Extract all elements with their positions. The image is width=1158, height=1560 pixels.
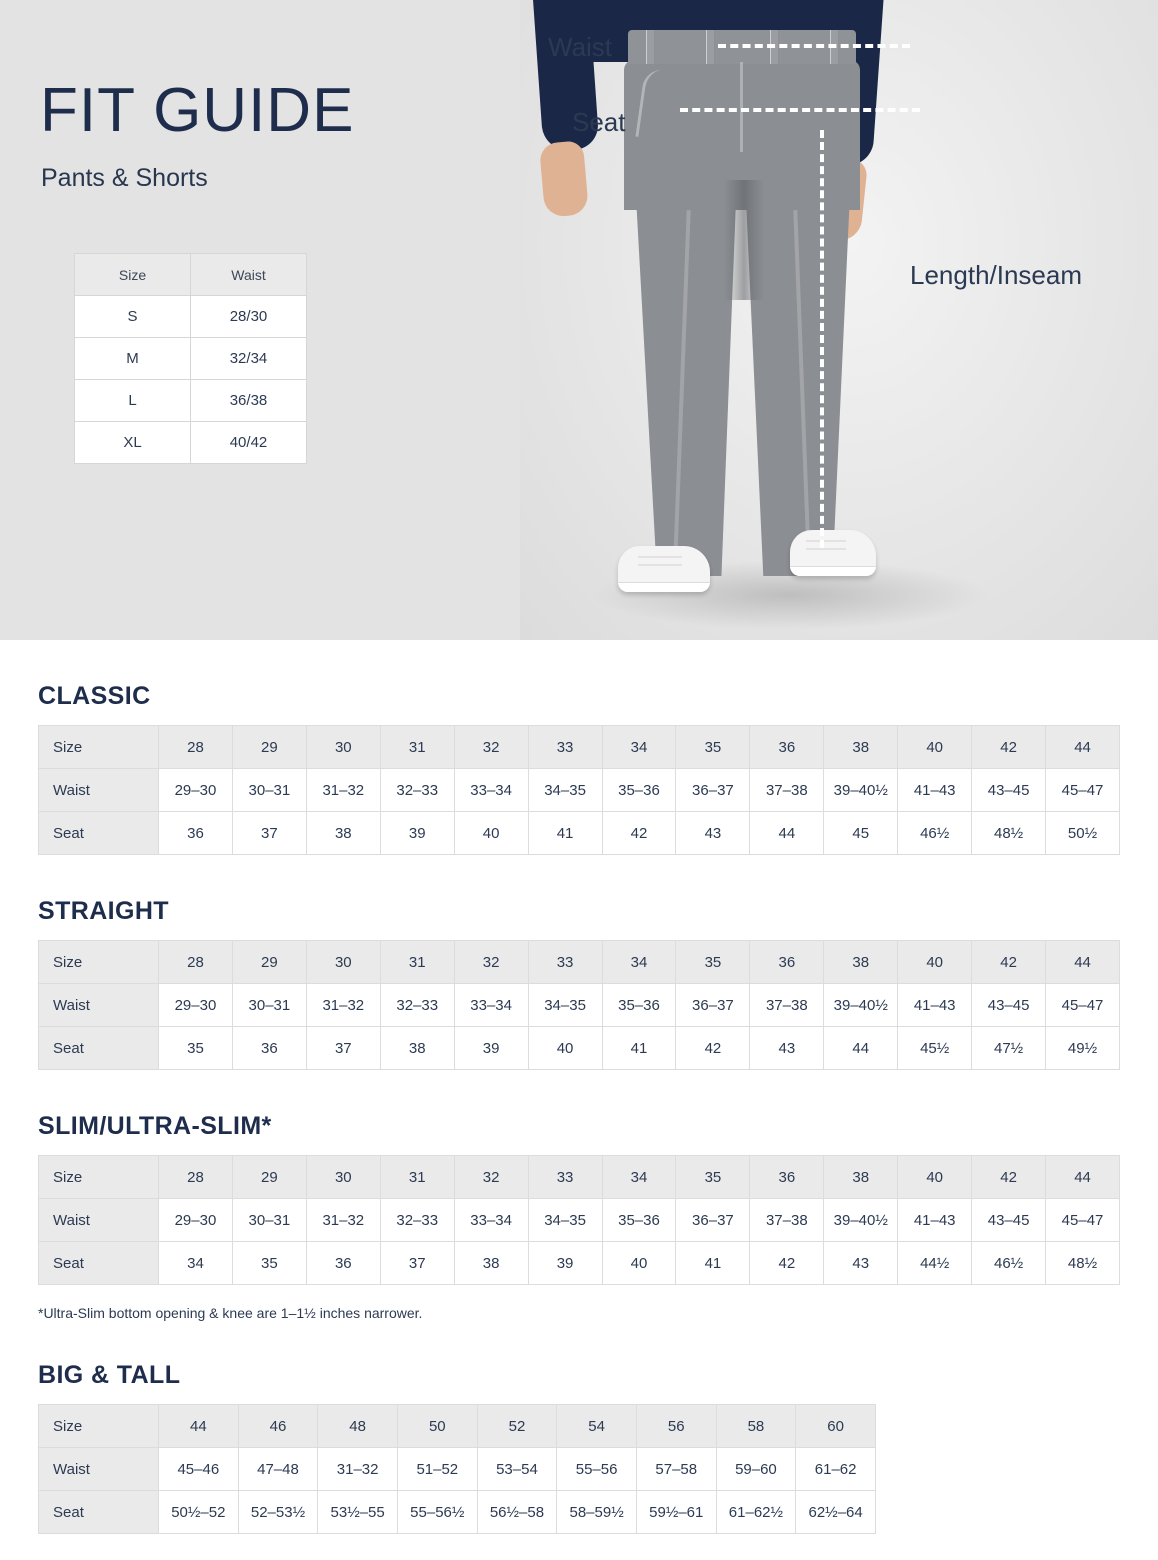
section-title-straight: STRAIGHT xyxy=(38,897,169,925)
row-header-seat: Seat xyxy=(39,812,159,855)
inseam-measure-line xyxy=(820,130,824,548)
pants-fly xyxy=(740,62,743,152)
column-header-38: 38 xyxy=(824,1156,898,1199)
classic-fit-table xyxy=(38,725,1120,855)
row-header-seat: Seat xyxy=(39,1491,159,1534)
cell-waist: 33–34 xyxy=(454,984,528,1027)
model-photo xyxy=(520,0,1158,640)
sneaker-sole-left xyxy=(618,582,710,592)
column-header-34: 34 xyxy=(602,1156,676,1199)
table-row-waist xyxy=(39,769,1120,812)
section-big-tall xyxy=(0,1361,1158,1560)
column-header-size: Size xyxy=(39,1156,159,1199)
table-row xyxy=(75,422,307,464)
cell-seat: 48½ xyxy=(1046,1242,1120,1285)
cell-waist: 30–31 xyxy=(232,984,306,1027)
cell-seat: 61–62½ xyxy=(716,1491,796,1534)
table-row-waist xyxy=(39,1199,1120,1242)
row-header-waist: Waist xyxy=(39,1199,159,1242)
cell-waist: 57–58 xyxy=(636,1448,716,1491)
cell-seat: 38 xyxy=(380,1027,454,1070)
column-header-size: Size xyxy=(39,941,159,984)
cell-size: XL xyxy=(75,422,191,464)
cell-waist: 45–47 xyxy=(1046,769,1120,812)
column-header-size: Size xyxy=(39,1405,159,1448)
straight-fit-table xyxy=(38,940,1120,1070)
cell-waist: 53–54 xyxy=(477,1448,557,1491)
pants-center-shadow xyxy=(724,180,764,300)
cell-seat: 55–56½ xyxy=(397,1491,477,1534)
column-header-31: 31 xyxy=(380,726,454,769)
column-header-44: 44 xyxy=(1046,1156,1120,1199)
cell-waist: 39–40½ xyxy=(824,984,898,1027)
table-header-row xyxy=(39,1156,1120,1199)
cell-seat: 36 xyxy=(306,1242,380,1285)
column-header-31: 31 xyxy=(380,1156,454,1199)
cell-seat: 40 xyxy=(602,1242,676,1285)
column-header-40: 40 xyxy=(898,1156,972,1199)
cell-waist: 36–37 xyxy=(676,1199,750,1242)
cell-seat: 36 xyxy=(159,812,233,855)
cell-seat: 47½ xyxy=(972,1027,1046,1070)
cell-waist: 35–36 xyxy=(602,984,676,1027)
table-row-seat xyxy=(39,1491,876,1534)
column-header-42: 42 xyxy=(972,726,1046,769)
cell-waist: 51–52 xyxy=(397,1448,477,1491)
section-title-classic: CLASSIC xyxy=(38,682,151,710)
hand-left xyxy=(539,140,589,218)
sneaker-sole-right xyxy=(790,566,876,576)
hero-text-block xyxy=(0,0,520,640)
cell-seat: 44 xyxy=(750,812,824,855)
column-header-35: 35 xyxy=(676,941,750,984)
cell-waist: 43–45 xyxy=(972,769,1046,812)
table-row-seat xyxy=(39,812,1120,855)
cell-waist: 40/42 xyxy=(191,422,307,464)
cell-waist: 32–33 xyxy=(380,769,454,812)
waist-label: Waist xyxy=(548,32,613,62)
cell-seat: 36 xyxy=(232,1027,306,1070)
cell-waist: 30–31 xyxy=(232,769,306,812)
cell-seat: 49½ xyxy=(1046,1027,1120,1070)
table-header-row xyxy=(39,1405,876,1448)
cell-waist: 33–34 xyxy=(454,769,528,812)
column-header-38: 38 xyxy=(824,941,898,984)
table-header-row xyxy=(39,726,1120,769)
cell-waist: 39–40½ xyxy=(824,769,898,812)
column-header-36: 36 xyxy=(750,1156,824,1199)
cell-seat: 42 xyxy=(602,812,676,855)
cell-seat: 39 xyxy=(380,812,454,855)
cell-size: L xyxy=(75,380,191,422)
column-header-44: 44 xyxy=(1046,941,1120,984)
column-header-40: 40 xyxy=(898,726,972,769)
column-header-33: 33 xyxy=(528,941,602,984)
shoe-lace xyxy=(806,548,846,550)
page-subtitle: Pants & Shorts xyxy=(41,164,208,192)
column-header-44: 44 xyxy=(1046,726,1120,769)
cell-seat: 42 xyxy=(676,1027,750,1070)
cell-waist: 45–47 xyxy=(1046,984,1120,1027)
cell-seat: 53½–55 xyxy=(318,1491,398,1534)
cell-waist: 45–46 xyxy=(159,1448,239,1491)
column-header-33: 33 xyxy=(528,726,602,769)
belt-loop xyxy=(706,30,715,64)
cell-seat: 62½–64 xyxy=(796,1491,876,1534)
cell-seat: 35 xyxy=(232,1242,306,1285)
cell-seat: 39 xyxy=(528,1242,602,1285)
column-header-29: 29 xyxy=(232,1156,306,1199)
cell-waist: 33–34 xyxy=(454,1199,528,1242)
section-title-big-tall: BIG & TALL xyxy=(38,1361,181,1389)
column-header-28: 28 xyxy=(159,726,233,769)
cell-waist: 34–35 xyxy=(528,984,602,1027)
cell-waist: 31–32 xyxy=(306,769,380,812)
cell-waist: 36–37 xyxy=(676,984,750,1027)
table-row-seat xyxy=(39,1027,1120,1070)
column-header-size: Size xyxy=(39,726,159,769)
cell-seat: 48½ xyxy=(972,812,1046,855)
table-header-row xyxy=(75,254,307,296)
column-header-56: 56 xyxy=(636,1405,716,1448)
cell-seat: 44½ xyxy=(898,1242,972,1285)
cell-waist: 34–35 xyxy=(528,1199,602,1242)
section-classic xyxy=(0,682,1158,855)
cell-seat: 58–59½ xyxy=(557,1491,637,1534)
cell-seat: 37 xyxy=(232,812,306,855)
cell-size: S xyxy=(75,296,191,338)
column-header-35: 35 xyxy=(676,726,750,769)
column-header-32: 32 xyxy=(454,726,528,769)
shoe-lace xyxy=(638,556,682,558)
cell-waist: 36–37 xyxy=(676,769,750,812)
bottom-spacer xyxy=(38,1534,1120,1560)
column-header-33: 33 xyxy=(528,1156,602,1199)
cell-waist: 32–33 xyxy=(380,1199,454,1242)
shoe-lace xyxy=(638,564,682,566)
slim-fit-table xyxy=(38,1155,1120,1285)
cell-waist: 36/38 xyxy=(191,380,307,422)
cell-seat: 42 xyxy=(750,1242,824,1285)
column-header-52: 52 xyxy=(477,1405,557,1448)
cell-waist: 32–33 xyxy=(380,984,454,1027)
waist-measure-line xyxy=(718,44,910,48)
column-header-29: 29 xyxy=(232,726,306,769)
cell-seat: 41 xyxy=(528,812,602,855)
page-title: FIT GUIDE xyxy=(40,76,355,145)
column-header-28: 28 xyxy=(159,941,233,984)
cell-seat: 35 xyxy=(159,1027,233,1070)
cell-seat: 40 xyxy=(528,1027,602,1070)
cell-waist: 37–38 xyxy=(750,769,824,812)
cell-waist: 32/34 xyxy=(191,338,307,380)
cell-waist: 59–60 xyxy=(716,1448,796,1491)
column-header-38: 38 xyxy=(824,726,898,769)
cell-seat: 40 xyxy=(454,812,528,855)
column-header-waist: Waist xyxy=(191,254,307,296)
column-header-42: 42 xyxy=(972,941,1046,984)
cell-waist: 30–31 xyxy=(232,1199,306,1242)
section-title-slim: SLIM/ULTRA-SLIM* xyxy=(38,1112,272,1140)
cell-waist: 35–36 xyxy=(602,1199,676,1242)
cell-waist: 45–47 xyxy=(1046,1199,1120,1242)
column-header-40: 40 xyxy=(898,941,972,984)
seat-label: Seat xyxy=(572,107,626,137)
section-straight xyxy=(0,897,1158,1070)
column-header-34: 34 xyxy=(602,941,676,984)
column-header-size: Size xyxy=(75,254,191,296)
row-header-waist: Waist xyxy=(39,1448,159,1491)
cell-waist: 29–30 xyxy=(159,984,233,1027)
cell-size: M xyxy=(75,338,191,380)
column-header-48: 48 xyxy=(318,1405,398,1448)
row-header-seat: Seat xyxy=(39,1242,159,1285)
column-header-60: 60 xyxy=(796,1405,876,1448)
row-header-seat: Seat xyxy=(39,1027,159,1070)
cell-waist: 31–32 xyxy=(306,1199,380,1242)
cell-waist: 37–38 xyxy=(750,1199,824,1242)
cell-seat: 46½ xyxy=(898,812,972,855)
cell-seat: 43 xyxy=(750,1027,824,1070)
column-header-44: 44 xyxy=(159,1405,239,1448)
cell-seat: 59½–61 xyxy=(636,1491,716,1534)
cell-seat: 45 xyxy=(824,812,898,855)
cell-waist: 31–32 xyxy=(318,1448,398,1491)
column-header-32: 32 xyxy=(454,1156,528,1199)
column-header-34: 34 xyxy=(602,726,676,769)
column-header-31: 31 xyxy=(380,941,454,984)
cell-waist: 55–56 xyxy=(557,1448,637,1491)
shoe-lace xyxy=(806,540,846,542)
cell-seat: 43 xyxy=(824,1242,898,1285)
table-row xyxy=(75,380,307,422)
cell-seat: 46½ xyxy=(972,1242,1046,1285)
table-row xyxy=(75,338,307,380)
column-header-30: 30 xyxy=(306,941,380,984)
cell-seat: 50½–52 xyxy=(159,1491,239,1534)
table-row-waist xyxy=(39,984,1120,1027)
big-tall-table-wrapper xyxy=(38,1404,876,1534)
cell-waist: 41–43 xyxy=(898,1199,972,1242)
cell-waist: 29–30 xyxy=(159,1199,233,1242)
cell-waist: 35–36 xyxy=(602,769,676,812)
cell-waist: 43–45 xyxy=(972,1199,1046,1242)
column-header-35: 35 xyxy=(676,1156,750,1199)
column-header-30: 30 xyxy=(306,1156,380,1199)
cell-waist: 34–35 xyxy=(528,769,602,812)
cell-seat: 41 xyxy=(602,1027,676,1070)
column-header-42: 42 xyxy=(972,1156,1046,1199)
cell-waist: 41–43 xyxy=(898,769,972,812)
column-header-54: 54 xyxy=(557,1405,637,1448)
column-header-46: 46 xyxy=(238,1405,318,1448)
column-header-50: 50 xyxy=(397,1405,477,1448)
cell-seat: 34 xyxy=(159,1242,233,1285)
cell-waist: 28/30 xyxy=(191,296,307,338)
section-slim xyxy=(0,1112,1158,1321)
big-tall-fit-table xyxy=(38,1404,876,1534)
row-header-waist: Waist xyxy=(39,984,159,1027)
cell-seat: 50½ xyxy=(1046,812,1120,855)
cell-seat: 37 xyxy=(380,1242,454,1285)
column-header-30: 30 xyxy=(306,726,380,769)
cell-seat: 38 xyxy=(306,812,380,855)
cell-waist: 31–32 xyxy=(306,984,380,1027)
cell-seat: 39 xyxy=(454,1027,528,1070)
row-header-waist: Waist xyxy=(39,769,159,812)
length-inseam-label: Length/Inseam xyxy=(910,260,1083,290)
table-row-seat xyxy=(39,1242,1120,1285)
cell-seat: 44 xyxy=(824,1027,898,1070)
cell-waist: 43–45 xyxy=(972,984,1046,1027)
letter-size-table xyxy=(74,253,307,464)
cell-seat: 43 xyxy=(676,812,750,855)
cell-waist: 39–40½ xyxy=(824,1199,898,1242)
cell-seat: 56½–58 xyxy=(477,1491,557,1534)
column-header-36: 36 xyxy=(750,941,824,984)
column-header-28: 28 xyxy=(159,1156,233,1199)
cell-waist: 41–43 xyxy=(898,984,972,1027)
column-header-58: 58 xyxy=(716,1405,796,1448)
cell-seat: 52–53½ xyxy=(238,1491,318,1534)
seat-measure-line xyxy=(680,108,920,112)
cell-seat: 37 xyxy=(306,1027,380,1070)
cell-seat: 38 xyxy=(454,1242,528,1285)
column-header-36: 36 xyxy=(750,726,824,769)
table-row xyxy=(75,296,307,338)
belt-loop xyxy=(646,30,655,64)
column-header-32: 32 xyxy=(454,941,528,984)
cell-waist: 47–48 xyxy=(238,1448,318,1491)
table-row-waist xyxy=(39,1448,876,1491)
cell-waist: 37–38 xyxy=(750,984,824,1027)
hero-banner xyxy=(0,0,1158,640)
cell-waist: 29–30 xyxy=(159,769,233,812)
cell-seat: 45½ xyxy=(898,1027,972,1070)
cell-waist: 61–62 xyxy=(796,1448,876,1491)
column-header-29: 29 xyxy=(232,941,306,984)
table-header-row xyxy=(39,941,1120,984)
cell-seat: 41 xyxy=(676,1242,750,1285)
slim-footnote: *Ultra-Slim bottom opening & knee are 1–1½ inches narrower. xyxy=(38,1305,423,1321)
